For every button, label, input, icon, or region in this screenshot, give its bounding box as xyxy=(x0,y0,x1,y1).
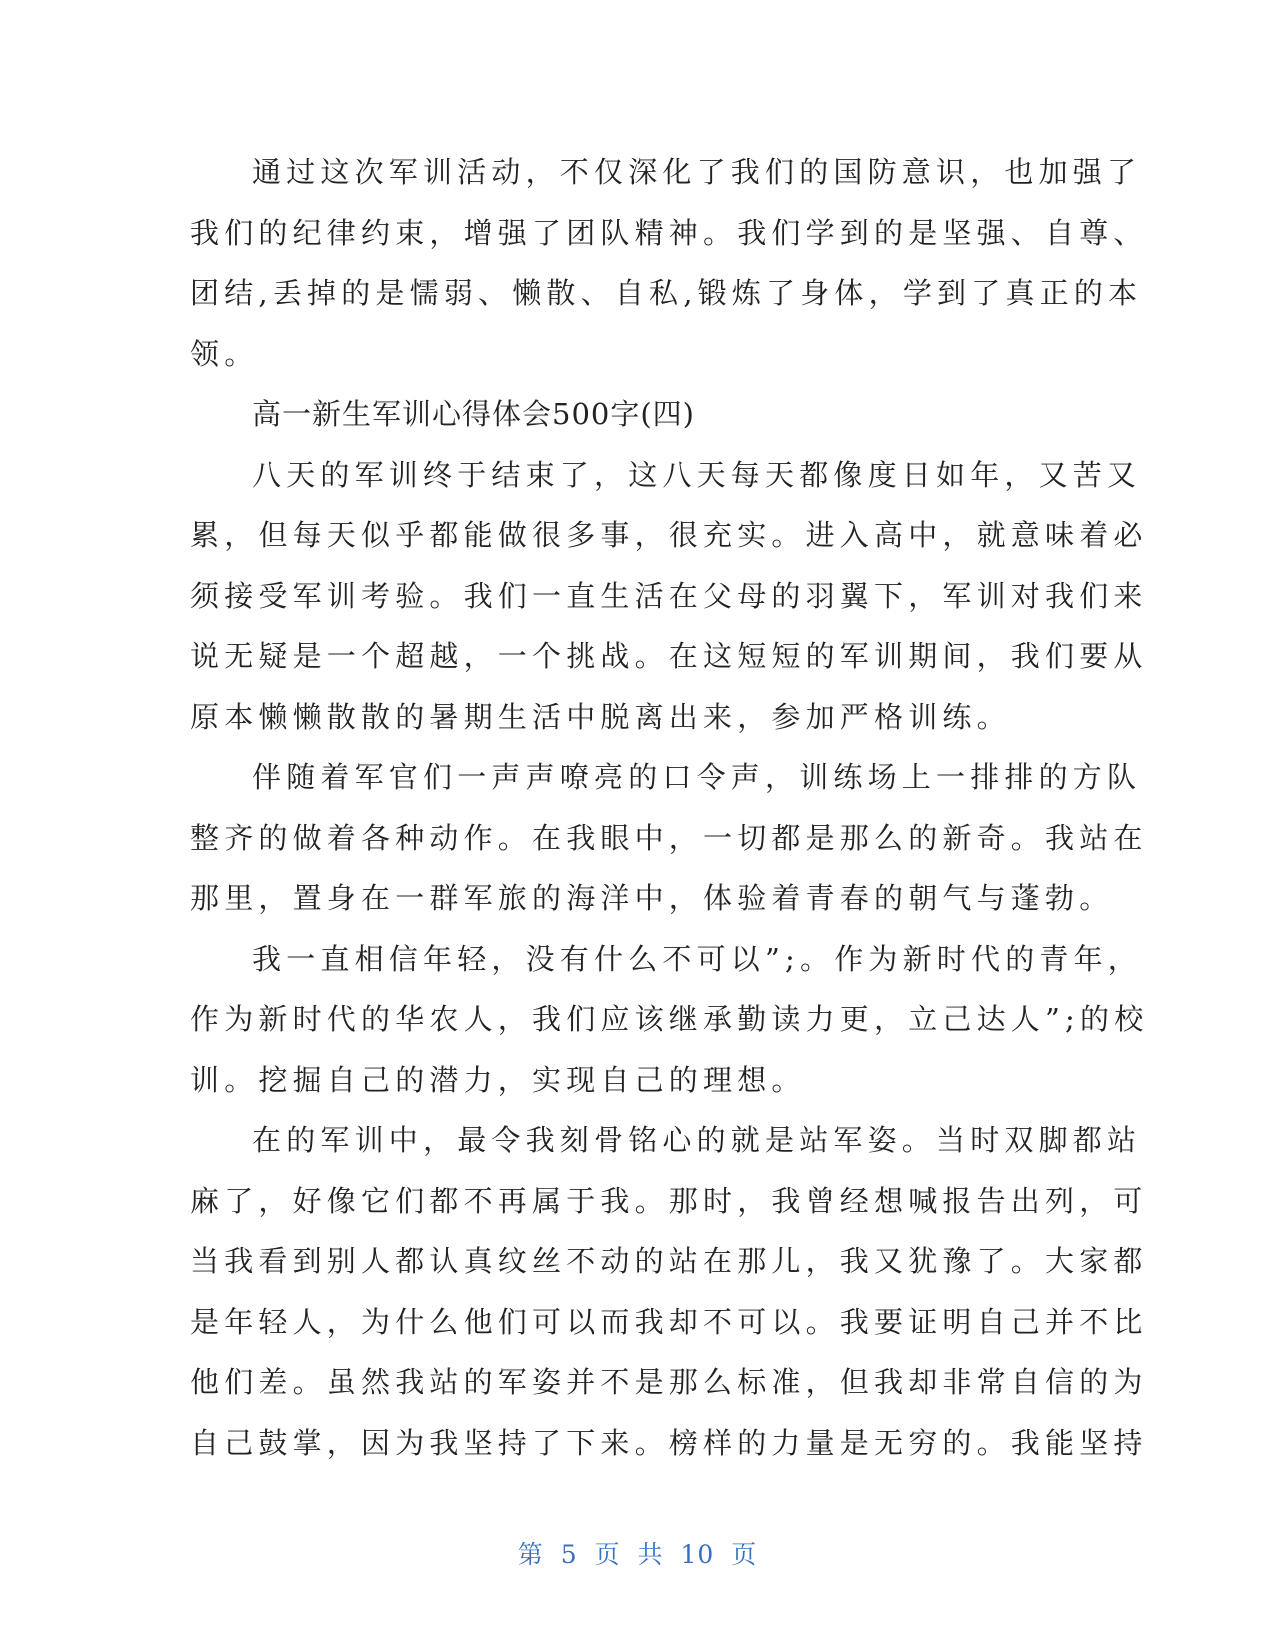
paragraph-line: 在的军训中，最令我刻骨铭心的就是站军姿。当时双脚都站 xyxy=(252,1123,1142,1157)
paragraph-line: 团结,丢掉的是懦弱、懒散、自私,锻炼了身体，学到了真正的本 xyxy=(190,276,1143,310)
paragraph-line: 我一直相信年轻，没有什么不可以”;。作为新时代的青年， xyxy=(252,941,1142,976)
paragraph-line: 八天的军训终于结束了，这八天每天都像度日如年，又苦又 xyxy=(252,457,1142,492)
page-number-footer: 第 5 页 共 10 页 xyxy=(517,1540,758,1569)
paragraph-line: 他们差。虽然我站的军姿并不是那么标准，但我却非常自信的为 xyxy=(190,1365,1148,1399)
section-heading: 高一新生军训心得体会500字(四) xyxy=(252,397,695,431)
paragraph-line: 我们的纪律约束，增强了团队精神。我们学到的是坚强、自尊、 xyxy=(190,215,1148,250)
paragraph-line: 须接受军训考验。我们一直生活在父母的羽翼下，军训对我们来 xyxy=(190,578,1148,613)
paragraph-line: 麻了，好像它们都不再属于我。那时，我曾经想喊报告出列，可 xyxy=(190,1183,1148,1218)
paragraph-line: 训。挖掘自己的潜力，实现自己的理想。 xyxy=(190,1062,806,1097)
paragraph-line: 领。 xyxy=(190,336,259,371)
paragraph-line: 通过这次军训活动，不仅深化了我们的国防意识，也加强了 xyxy=(252,155,1142,189)
paragraph-line: 作为新时代的华农人，我们应该继承勤读力更，立己达人”;的校 xyxy=(190,1002,1149,1036)
paragraph-line: 自己鼓掌，因为我坚持了下来。榜样的力量是无穷的。我能坚持 xyxy=(190,1425,1148,1460)
paragraph-line: 是年轻人，为什么他们可以而我却不可以。我要证明自己并不比 xyxy=(190,1304,1148,1339)
paragraph-line: 整齐的做着各种动作。在我眼中，一切都是那么的新奇。我站在 xyxy=(190,820,1148,855)
paragraph-line: 累，但每天似乎都能做很多事，很充实。进入高中，就意味着必 xyxy=(190,518,1148,552)
paragraph-line: 那里，置身在一群军旅的海洋中，体验着青春的朝气与蓬勃。 xyxy=(190,881,1114,915)
paragraph-line: 说无疑是一个超越，一个挑战。在这短短的军训期间，我们要从 xyxy=(190,639,1148,673)
paragraph-line: 伴随着军官们一声声嘹亮的口令声，训练场上一排排的方队 xyxy=(252,760,1142,794)
document-body xyxy=(190,142,1149,1473)
paragraph-line: 原本懒懒散散的暑期生活中脱离出来，参加严格训练。 xyxy=(190,699,1011,734)
paragraph-line: 当我看到别人都认真纹丝不动的站在那儿，我又犹豫了。大家都 xyxy=(190,1244,1148,1278)
